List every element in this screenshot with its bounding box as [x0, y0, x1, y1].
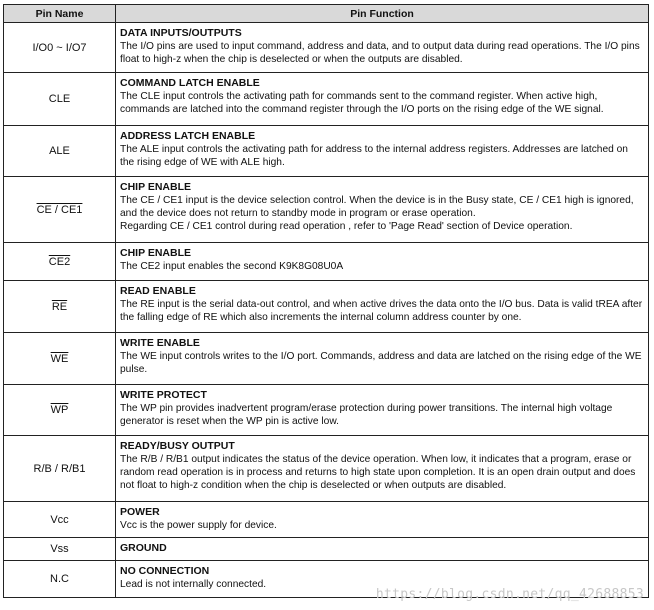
pin-function-cell: [116, 126, 649, 177]
function-description: The CE / CE1 input is the device selection control. When the device is in the Busy state, CE / CE1 high is ignored, and the device does not return to standby mode in program or erase operation.: [120, 195, 634, 219]
pin-function-cell: [116, 333, 649, 385]
function-title: ADDRESS LATCH ENABLE: [120, 130, 256, 142]
watermark-text: https://blog.csdn.net/qq_42688853: [375, 587, 644, 602]
pin-function-cell: [116, 23, 649, 73]
table-header-row: [4, 5, 649, 23]
table-row: [4, 333, 649, 385]
pin-function-cell: [116, 243, 649, 281]
function-title: READ ENABLE: [120, 285, 196, 297]
table-row: [4, 502, 649, 538]
function-title: WRITE PROTECT: [120, 389, 207, 401]
function-description: The ALE input controls the activating path for address to the internal address registers. Addresses are latched on the rising edge of WE with ALE high.: [120, 144, 628, 168]
pin-name-cell: ALE: [4, 126, 116, 177]
overlined-pin-name: $\overline{WE}$: [50, 352, 69, 365]
function-title: GROUND: [120, 542, 167, 554]
table-row: [4, 23, 649, 73]
pin-name-cell: [4, 281, 116, 333]
function-description: The WE input controls writes to the I/O port. Commands, address and data are latched on the rising edge of the WE pulse.: [120, 351, 642, 375]
pin-function-header: Pin Function: [116, 5, 649, 23]
pin-function-cell: [116, 502, 649, 538]
pin-name-cell: [4, 385, 116, 436]
pin-name-cell: Vss: [4, 538, 116, 561]
pin-function-cell: [116, 177, 649, 243]
function-title: WRITE ENABLE: [120, 337, 200, 349]
pin-name-cell: N.C: [4, 561, 116, 598]
table-row: [4, 177, 649, 243]
function-description: The WP pin provides inadvertent program/erase protection during power transitions. The internal high voltage generator is reset when the WP pin is active low.: [120, 403, 613, 427]
table-row: [4, 126, 649, 177]
pin-function-cell: [116, 385, 649, 436]
pin-name-cell: Vcc: [4, 502, 116, 538]
function-title: COMMAND LATCH ENABLE: [120, 77, 260, 89]
pin-name-cell: CLE: [4, 73, 116, 126]
overlined-pin-name: CE2: [48, 255, 71, 268]
table-row: [4, 243, 649, 281]
pin-table: [3, 4, 649, 598]
function-description: The CLE input controls the activating path for commands sent to the command register. When active high, commands are latched into the command register through the I/O ports on the rising edge of the WE signal.: [120, 91, 604, 115]
table-row: [4, 538, 649, 561]
table-row: [4, 436, 649, 502]
function-description: The I/O pins are used to input command, address and data, and to output data during read operations. The I/O pins float to high-z when the chip is deselected or when the outputs are disabled.: [120, 41, 640, 65]
function-description: The CE2 input enables the second K9K8G08U0A: [120, 261, 344, 272]
pin-function-cell: [116, 436, 649, 502]
function-description-extra: Regarding CE / CE1 control during read operation , refer to 'Page Read' section of Device operation.: [120, 221, 573, 232]
pin-function-cell: [116, 281, 649, 333]
overlined-pin-name: CE / CE1: [36, 203, 83, 216]
function-title: POWER: [120, 506, 160, 518]
pin-function-cell: [116, 538, 649, 561]
pin-function-cell: [116, 73, 649, 126]
function-title: DATA INPUTS/OUTPUTS: [120, 27, 242, 39]
function-title: READY/BUSY OUTPUT: [120, 440, 235, 452]
function-description: Vcc is the power supply for device.: [120, 520, 277, 531]
function-description: The RE input is the serial data-out control, and when active drives the data onto the I/O bus. Data is valid tREA after the falling edge of RE which also increments the internal column address counter by one.: [120, 299, 643, 323]
table-row: [4, 385, 649, 436]
table-row: [4, 281, 649, 333]
pin-name-cell: [4, 243, 116, 281]
pin-name-cell: [4, 177, 116, 243]
function-description: Lead is not internally connected.: [120, 579, 267, 590]
pin-name-cell: I/O0 ~ I/O7: [4, 23, 116, 73]
table-row: [4, 73, 649, 126]
function-title: CHIP ENABLE: [120, 247, 191, 259]
function-title: NO CONNECTION: [120, 565, 210, 577]
function-title: CHIP ENABLE: [120, 181, 191, 193]
overlined-pin-name: $\overline{WP}$: [50, 404, 69, 416]
pin-name-header: Pin Name: [4, 5, 116, 23]
function-description: The R/B / R/B1 output indicates the status of the device operation. When low, it indicates that a program, erase or random read operation is in process and returns to high state upon completion. It is an open drain output and does not float to high-z condition when the chip is deselected or when outputs are disabled.: [120, 454, 636, 491]
pin-name-cell: [4, 333, 116, 385]
pin-name-cell: R/B / R/B1: [4, 436, 116, 502]
overlined-pin-name: $\overline{RE}$: [51, 300, 68, 313]
